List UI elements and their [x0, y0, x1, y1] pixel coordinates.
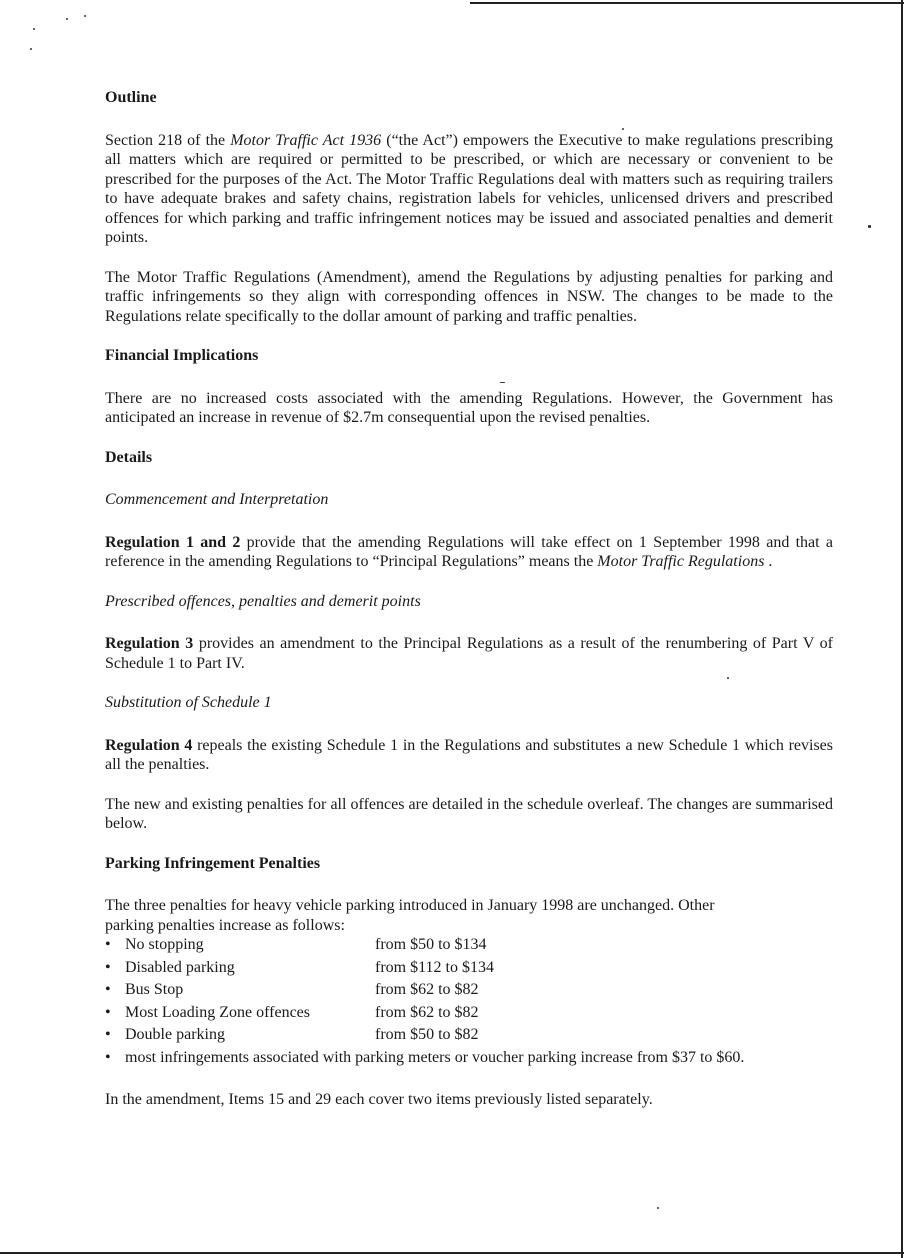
subheading-prescribed-offences: Prescribed offences, penalties and demerit points [105, 592, 421, 610]
scan-speck [66, 18, 68, 20]
subheading-commencement: Commencement and Interpretation [105, 491, 329, 508]
parking-heading: Parking Infringement Penalties [105, 854, 321, 872]
scan-edge-top [470, 2, 904, 4]
parking-penalty-list [105, 935, 833, 1070]
financial-heading: Financial Implications [105, 347, 259, 364]
penalty-change: from $50 to $82 [375, 1026, 479, 1043]
subheading-substitution: Substitution of Schedule 1 [105, 694, 272, 711]
penalty-label: No stopping [125, 936, 204, 953]
regulation-1-2-end: . [764, 553, 773, 570]
list-item [105, 1048, 833, 1071]
parking-intro-line-2: parking penalties increase as follows: [105, 916, 345, 934]
principal-regulations-title: Motor Traffic Regulations [597, 553, 765, 570]
penalty-change: from $62 to $82 [375, 1003, 479, 1021]
regulation-3-text: provides an amendment to the Principal Regulations as a result of the renumbering of Part V of Schedule 1 to Part IV. [105, 635, 834, 672]
outline-heading: Outline [105, 89, 157, 106]
outline-p1-pre: Section 218 of the [105, 131, 231, 149]
scan-speck [84, 15, 86, 17]
penalty-label: Bus Stop [125, 981, 184, 998]
scan-speck [30, 48, 32, 50]
penalty-label: Disabled parking [125, 958, 235, 976]
regulation-4-paragraph [105, 736, 833, 775]
list-item [105, 935, 833, 958]
financial-paragraph: There are no increased costs associated with the amending Regulations. However, the Government has anticipated an increase in revenue of $2.7m consequential upon the revised penalties. [105, 389, 833, 426]
regulation-1-2-text: provide that the amending Regulations will take effect on 1 September 1998 and that a reference in the amending Regulations to “Principal Regulations” means the [105, 533, 834, 570]
parking-meters-text: most infringements associated with parking meters or voucher parking increase from $37 to $60. [125, 1048, 745, 1066]
list-item [105, 1025, 833, 1048]
scan-edge-right [901, 0, 903, 1258]
regulation-1-2-paragraph [105, 533, 833, 572]
regulation-4-label: Regulation 4 [105, 736, 193, 754]
outline-paragraph-1 [105, 131, 833, 248]
outline-paragraph-2: The Motor Traffic Regulations (Amendment), amend the Regulations by adjusting penalties for parking and traffic infringements so they align with corresponding offences in NSW. The changes to be made to the Regulations relate specifically to the dollar amount of parking and traffic penalties. [105, 268, 833, 325]
penalty-label: Double parking [125, 1026, 225, 1043]
scan-speck [657, 1207, 659, 1209]
scan-speck [33, 28, 35, 30]
regulation-1-2-label: Regulation 1 and 2 [105, 533, 241, 551]
regulation-3-label: Regulation 3 [105, 635, 194, 652]
list-item [105, 958, 833, 981]
closing-paragraph: In the amendment, Items 15 and 29 each cover two items previously listed separately. [105, 1091, 653, 1108]
details-heading: Details [105, 448, 153, 466]
parking-intro-line-1: The three penalties for heavy vehicle parking introduced in January 1998 are unchanged. Other [105, 897, 715, 914]
penalty-change: from $62 to $82 [375, 981, 479, 998]
list-item [105, 980, 833, 1003]
regulation-4-text: repeals the existing Schedule 1 in the Regulations and substitutes a new Schedule 1 which revises all the penalties. [105, 736, 833, 773]
list-item [105, 1003, 833, 1026]
penalty-change: from $112 to $134 [375, 958, 494, 976]
document-body [105, 88, 833, 1130]
regulation-3-paragraph [105, 634, 833, 673]
penalty-change: from $50 to $134 [375, 936, 487, 953]
outline-p1-post: (“the Act”) empowers the Executive to make regulations prescribing all matters which are required or permitted to be prescribed, or which are necessary or convenient to be prescribed for the purposes of the Act. The Motor Traffic Regulations deal with matters such as requiring trailers to have adequate brakes and safety chains, registration labels for vehicles, unlicensed drivers and prescribed offences for which parking and traffic infringement notices may be issued and associated penalties and demerit points. [105, 131, 833, 246]
scan-edge-bottom [0, 1252, 904, 1254]
scan-speck [868, 225, 871, 228]
new-penalties-paragraph: The new and existing penalties for all offences are detailed in the schedule overleaf. The changes are summarised below. [105, 795, 833, 832]
act-title: Motor Traffic Act 1936 [230, 131, 382, 149]
penalty-label: Most Loading Zone offences [125, 1003, 310, 1021]
